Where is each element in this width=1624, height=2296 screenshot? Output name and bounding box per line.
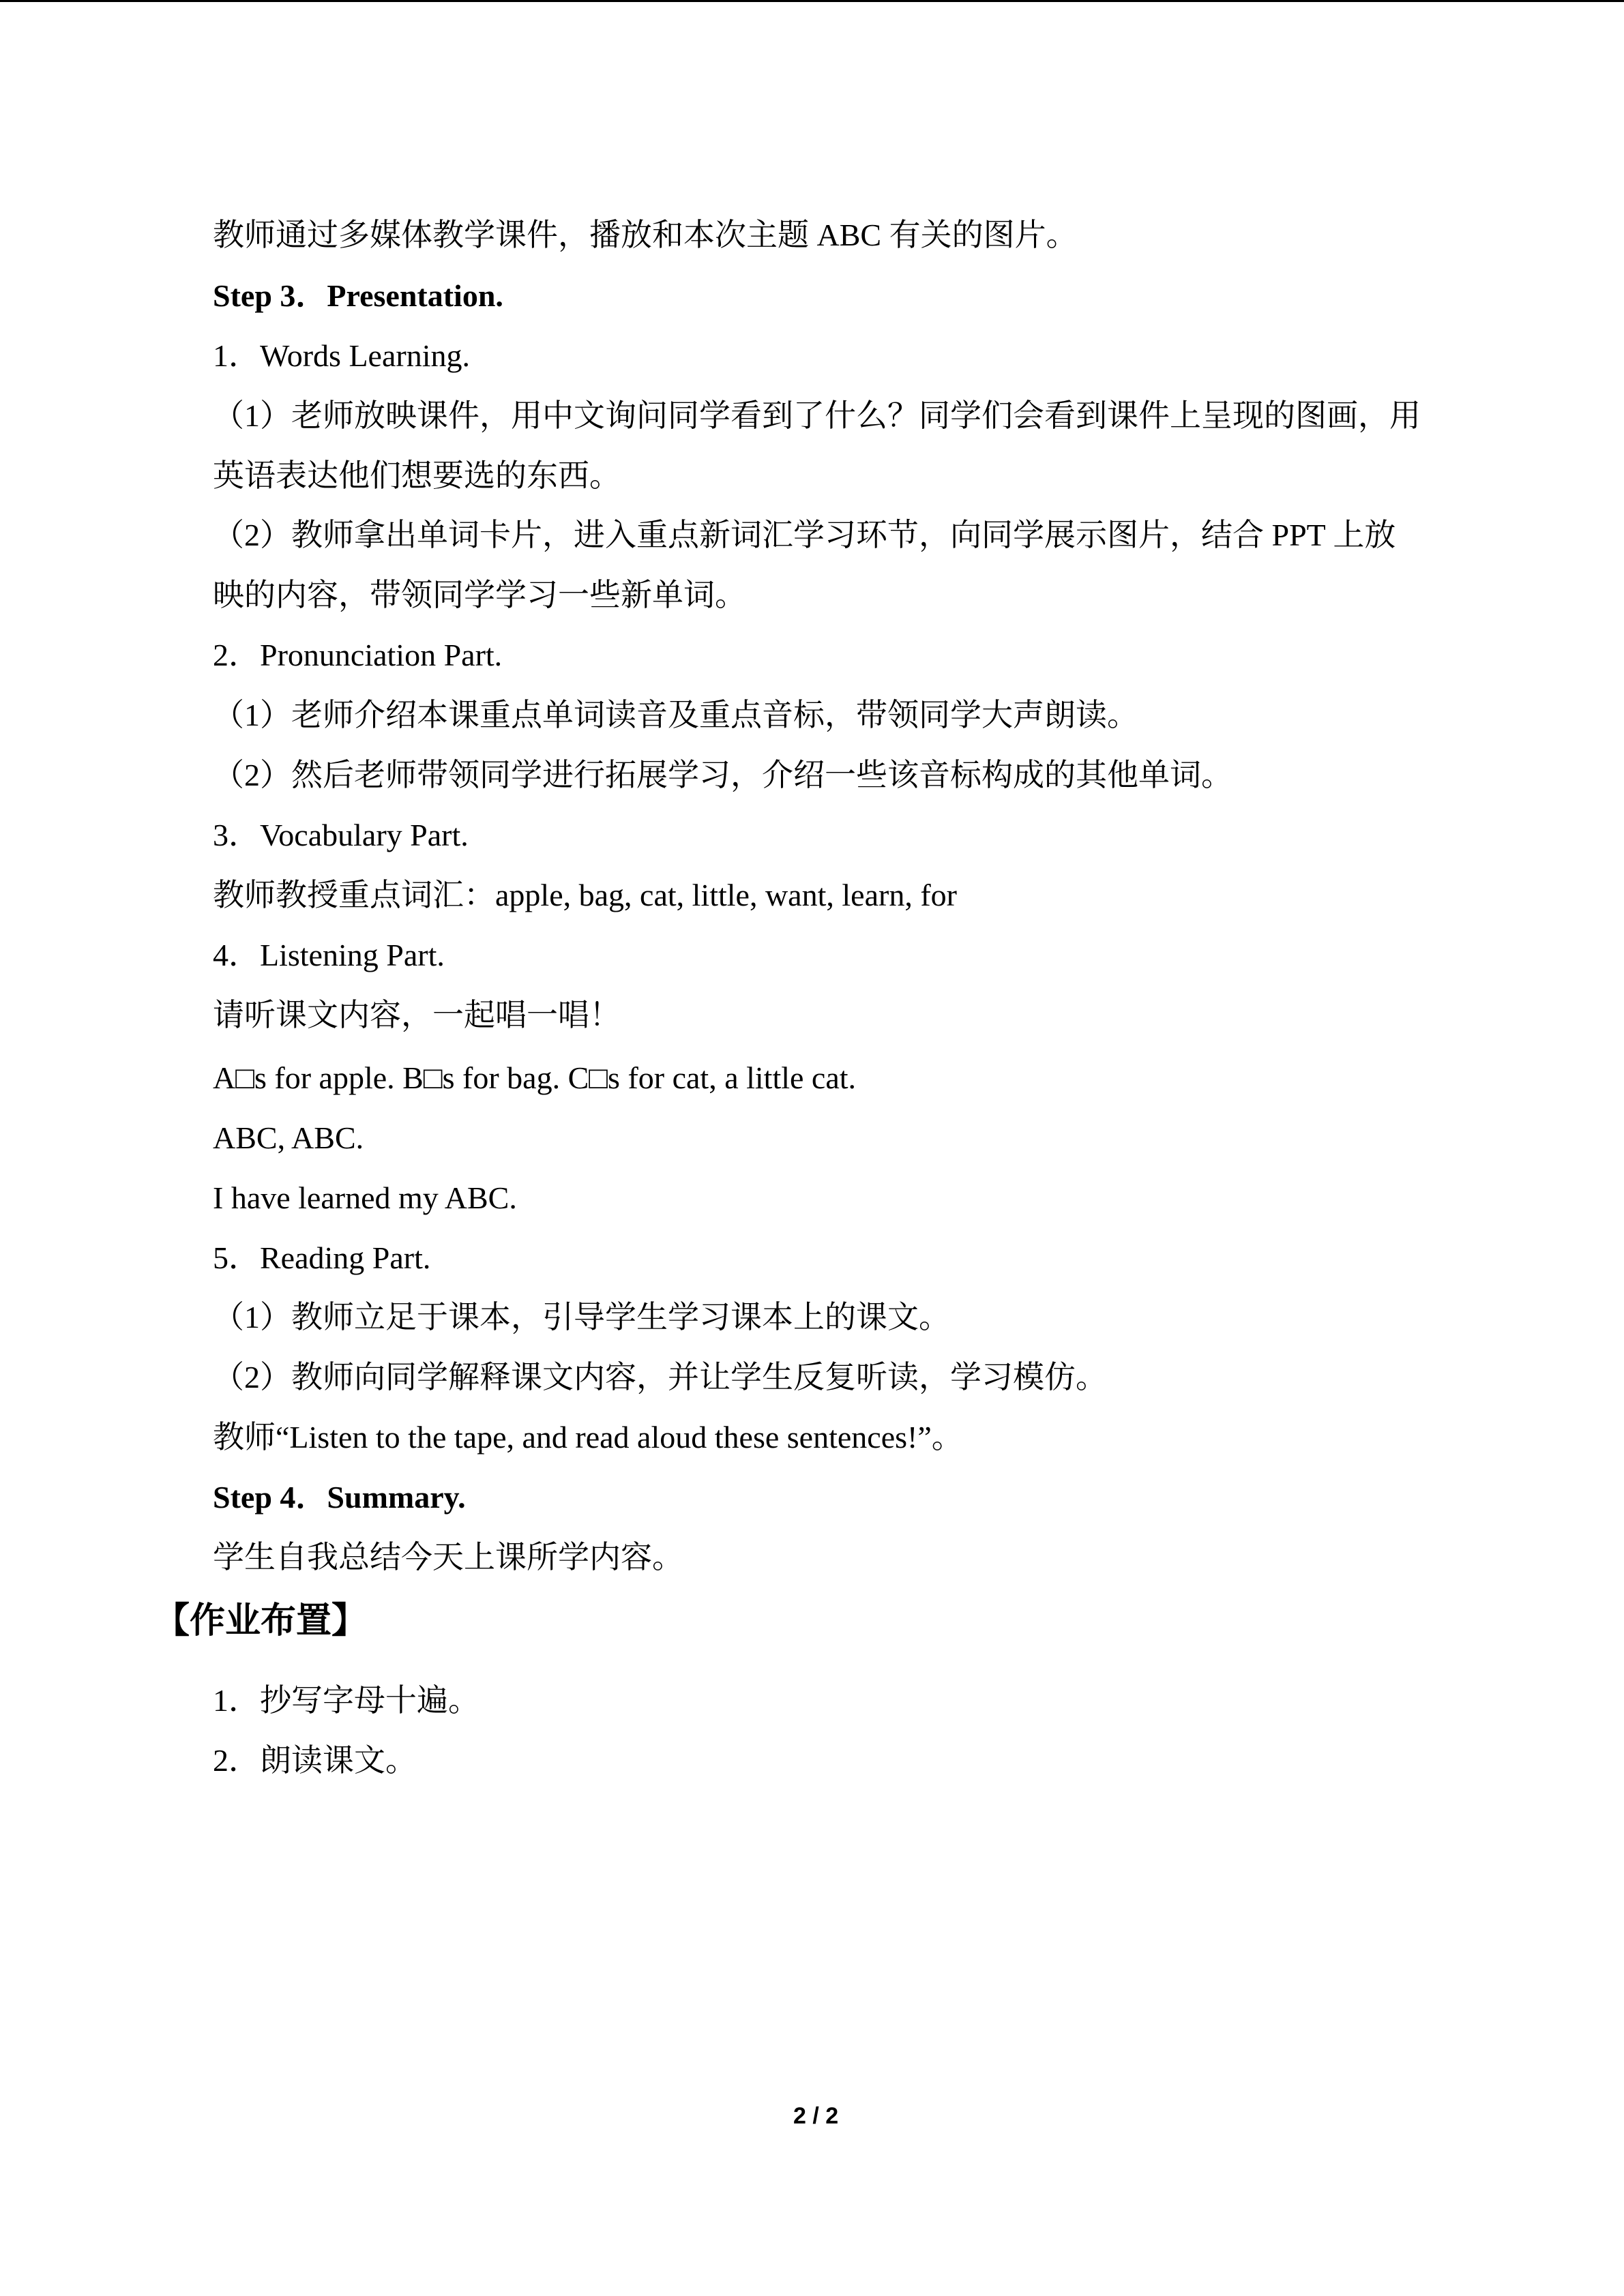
vocabulary-text: 教师教授重点词汇：apple, bag, cat, little, want, learn, for <box>213 878 957 912</box>
words-learning-heading: 1．Words Learning. <box>213 338 470 373</box>
song-line-1: A□s for apple. B□s for bag. C□s for cat, a little cat. <box>213 1060 857 1095</box>
listening-heading: 4．Listening Part. <box>213 938 445 972</box>
words-learning-item-2-line-2: 映的内容，带领同学学习一些新单词。 <box>213 578 746 612</box>
summary-text: 学生自我总结今天上课所学内容。 <box>213 1540 683 1575</box>
reading-item-2: （2）教师向同学解释课文内容，并让学生反复听读，学习模仿。 <box>213 1360 1107 1395</box>
homework-item-1: 1．抄写字母十遍。 <box>213 1683 479 1718</box>
song-line-2: ABC, ABC. <box>213 1120 364 1155</box>
step4-heading: Step 4．Summary. <box>213 1480 466 1515</box>
step3-heading: Step 3．Presentation. <box>213 278 503 313</box>
listening-instruction: 请听课文内容，一起唱一唱！ <box>213 998 621 1032</box>
reading-heading: 5．Reading Part. <box>213 1240 431 1275</box>
words-learning-item-1-line-2: 英语表达他们想要选的东西。 <box>213 458 621 493</box>
pronunciation-heading: 2．Pronunciation Part. <box>213 638 503 672</box>
vocabulary-heading: 3．Vocabulary Part. <box>213 818 469 852</box>
homework-heading: 【作业布置】 <box>154 1600 368 1641</box>
pronunciation-item-2: （2）然后老师带领同学进行拓展学习，介绍一些该音标构成的其他单词。 <box>213 758 1232 792</box>
page-number: 2 / 2 <box>793 2103 839 2129</box>
song-line-3: I have learned my ABC. <box>213 1180 517 1215</box>
words-learning-item-2-line-1: （2）教师拿出单词卡片，进入重点新词汇学习环节，向同学展示图片，结合 PPT 上放 <box>213 518 1396 552</box>
pronunciation-item-1: （1）老师介绍本课重点单词读音及重点音标，带领同学大声朗读。 <box>213 698 1138 732</box>
words-learning-item-1-line-1: （1）老师放映课件，用中文询问同学看到了什么？同学们会看到课件上呈现的图画，用 <box>213 398 1421 433</box>
reading-item-1: （1）教师立足于课本，引导学生学习课本上的课文。 <box>213 1300 950 1335</box>
intro-paragraph: 教师通过多媒体教学课件，播放和本次主题 ABC 有关的图片。 <box>213 218 1078 252</box>
top-border-line <box>0 0 1624 2</box>
homework-item-2: 2．朗读课文。 <box>213 1743 417 1778</box>
reading-teacher-quote: 教师“Listen to the tape, and read aloud these sentences!”。 <box>213 1420 963 1455</box>
